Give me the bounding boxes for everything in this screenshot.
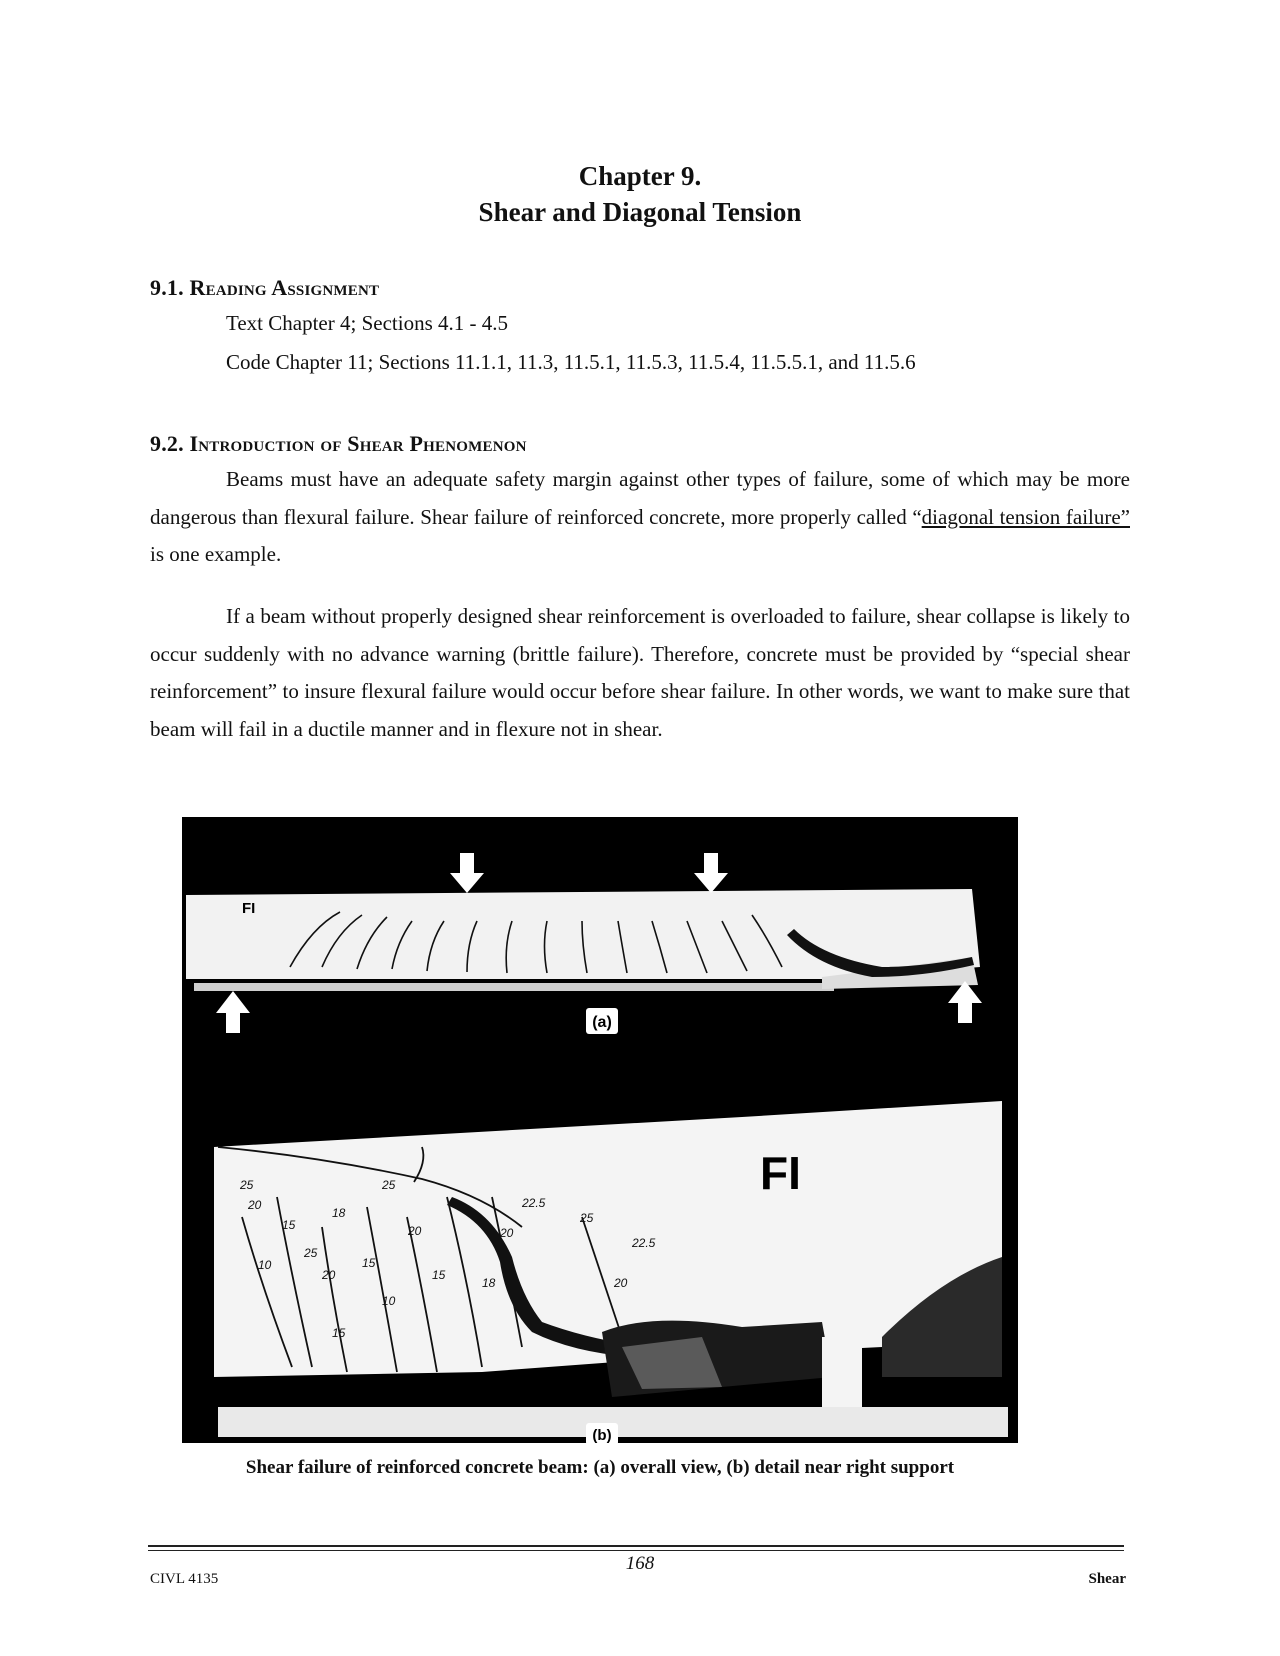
svg-text:20: 20 <box>322 1268 336 1282</box>
svg-text:25: 25 <box>580 1211 594 1225</box>
footer-course: CIVL 4135 <box>150 1571 219 1587</box>
svg-text:20: 20 <box>248 1198 262 1212</box>
mark-fi-b: FI <box>760 1147 801 1199</box>
svg-text:20: 20 <box>408 1224 422 1238</box>
svg-text:18: 18 <box>332 1206 346 1220</box>
label-a: (a) <box>592 1014 612 1031</box>
svg-text:20: 20 <box>614 1276 628 1290</box>
label-b: (b) <box>592 1427 612 1443</box>
footer-page-number: 168 <box>625 1553 655 1574</box>
svg-text:25: 25 <box>382 1178 396 1192</box>
svg-text:10: 10 <box>258 1258 272 1272</box>
chapter-number: Chapter 9. <box>578 161 702 191</box>
svg-text:15: 15 <box>332 1326 346 1340</box>
diagonal-tension-term: diagonal tension failure” <box>921 504 1130 529</box>
beam-failure-photo <box>182 817 1018 1443</box>
reading-text-chapter: Text Chapter 4; Sections 4.1 - 4.5 <box>226 311 508 335</box>
section-heading-reading: 9.1. Reading Assignment <box>150 275 380 300</box>
intro-paragraph-2: If a beam without properly designed shear reinforcement is overloaded to failure, shear collapse is likely to occur suddenly with no advance warning (brittle failure). Therefore, concrete must be provided by “special shear reinforcement” to insure flexural failure would occur before shear failure. In other words, we want to make sure that beam will fail in a ductile manner and in flexure not in shear. <box>150 604 1130 741</box>
mark-fi-a: FI <box>242 900 256 917</box>
svg-text:15: 15 <box>362 1256 376 1270</box>
intro-paragraph-1: Beams must have an adequate safety margin against other types of failure, some of which may be more dangerous than flexural failure. Shear failure of reinforced concrete, more properly called “diagonal tension failure” is one example. <box>150 467 1130 566</box>
footer-rule-top <box>148 1545 1124 1547</box>
chapter-name: Shear and Diagonal Tension <box>478 197 802 227</box>
beam-detail-view <box>214 1101 1008 1437</box>
reading-code-chapter: Code Chapter 11; Sections 11.1.1, 11.3, 11.5.1, 11.5.3, 11.5.4, 11.5.5.1, and 11.5.6 <box>226 350 916 374</box>
svg-text:25: 25 <box>304 1246 318 1260</box>
svg-text:25: 25 <box>240 1178 254 1192</box>
svg-text:10: 10 <box>382 1294 396 1308</box>
svg-text:20: 20 <box>500 1226 514 1240</box>
svg-text:15: 15 <box>282 1218 296 1232</box>
footer-rule-bottom <box>148 1550 1124 1551</box>
svg-text:18: 18 <box>482 1276 496 1290</box>
svg-text:22.5: 22.5 <box>632 1236 656 1250</box>
chapter-title <box>0 158 1280 230</box>
section-heading-introduction: 9.2. Introduction of Shear Phenomenon <box>150 431 527 456</box>
footer-topic: Shear <box>1088 1571 1126 1587</box>
svg-text:15: 15 <box>432 1268 446 1282</box>
svg-text:22.5: 22.5 <box>522 1196 546 1210</box>
beam-overall-view <box>186 889 980 997</box>
figure-caption: Shear failure of reinforced concrete beam: (a) overall view, (b) detail near right support <box>245 1457 955 1478</box>
